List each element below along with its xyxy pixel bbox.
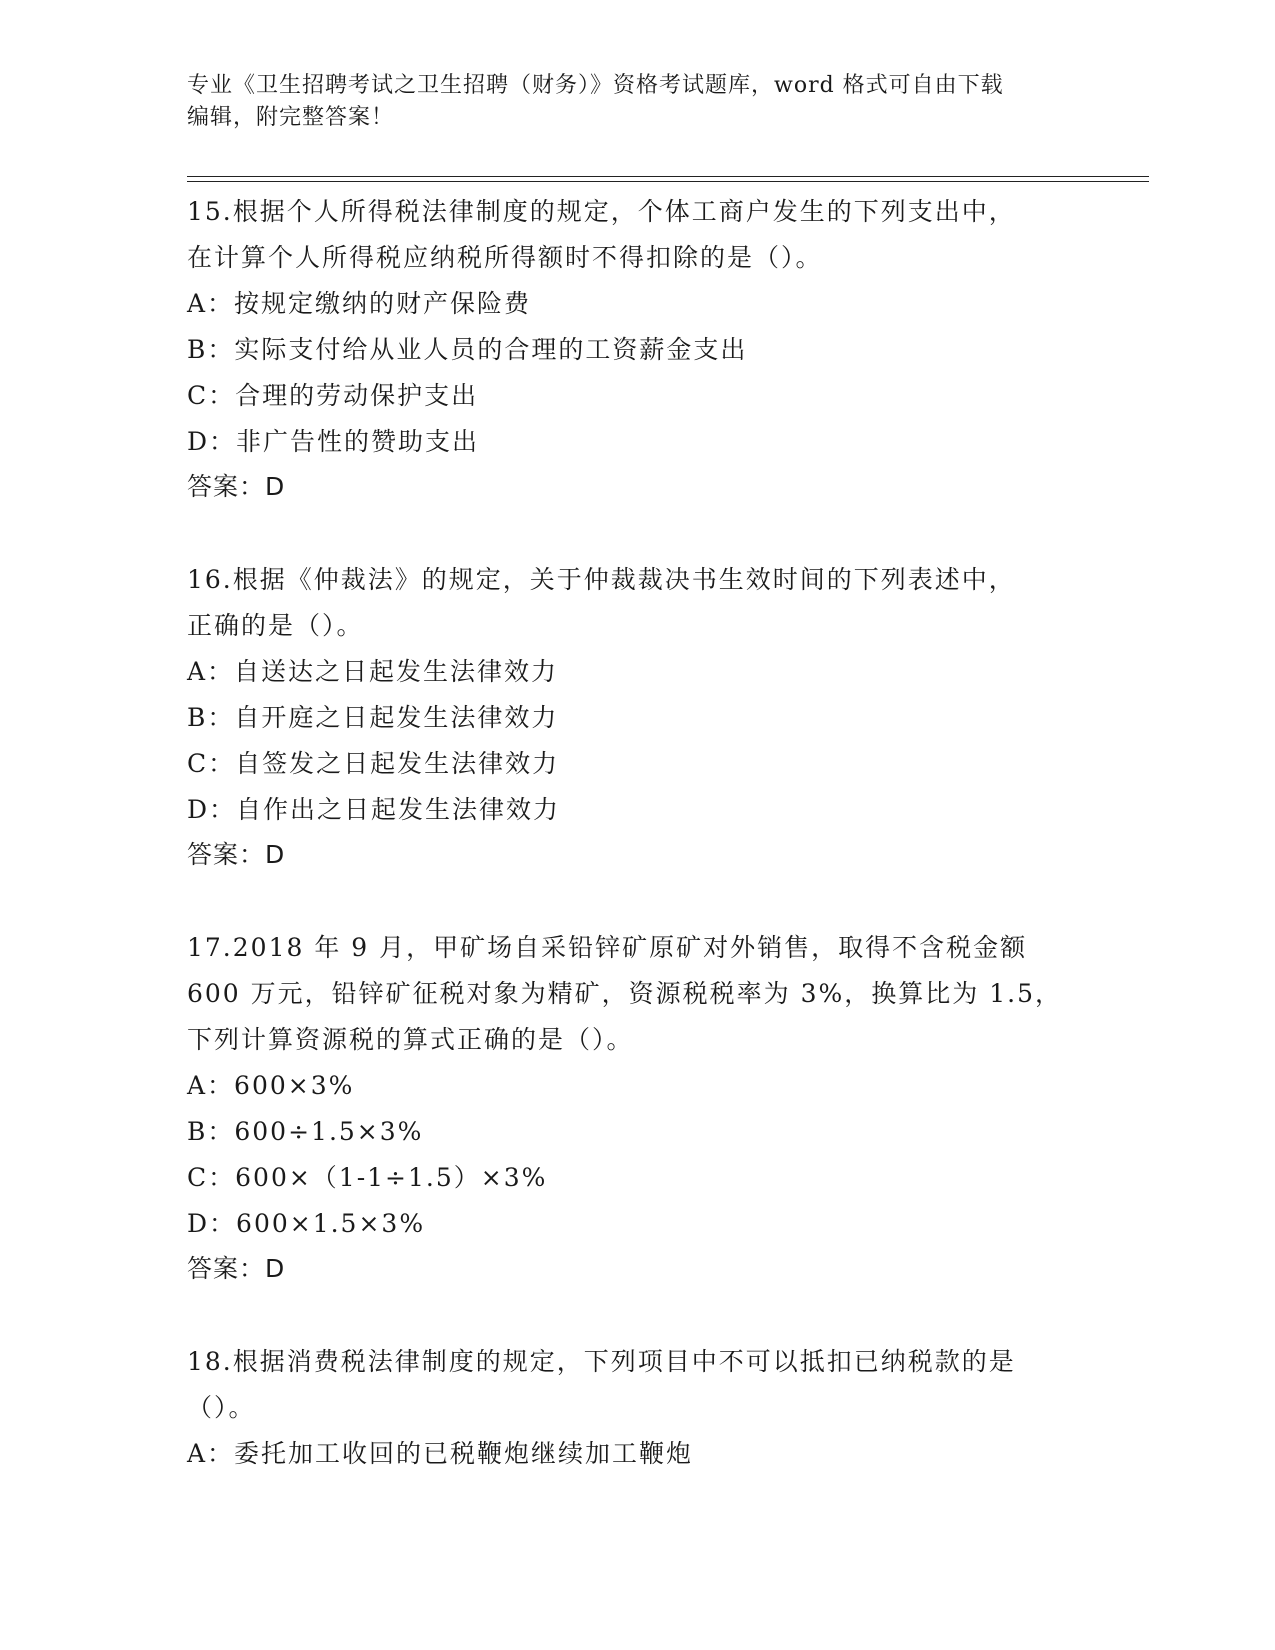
question-text-line: 正确的是（）。 xyxy=(187,611,364,640)
question-16 xyxy=(187,557,1087,877)
header-line-2: 编辑，附完整答案！ xyxy=(187,105,395,130)
question-text-line: 15.根据个人所得税法律制度的规定，个体工商户发生的下列支出中， xyxy=(187,197,1016,226)
header-line-1: 专业《卫生招聘考试之卫生招聘（财务）》资格考试题库，word 格式可自由下载 xyxy=(187,73,1004,98)
question-text-line: 17.2018 年 9 月，甲矿场自采铅锌矿原矿对外销售，取得不含税金额 xyxy=(187,933,1028,962)
option-c: C：600×（1-1÷1.5）×3% xyxy=(187,1163,548,1192)
option-a: A：按规定缴纳的财产保险费 xyxy=(187,289,532,318)
answer-line: 答案：D xyxy=(187,472,286,501)
option-b: B：自开庭之日起发生法律效力 xyxy=(187,703,559,732)
option-c: C：自签发之日起发生法律效力 xyxy=(187,749,560,778)
option-a: A：600×3% xyxy=(187,1071,355,1100)
header-divider-top xyxy=(187,176,1149,177)
question-text-line: 600 万元，铅锌矿征税对象为精矿，资源税税率为 3%，换算比为 1.5， xyxy=(187,979,1062,1008)
option-d: D：自作出之日起发生法律效力 xyxy=(187,795,561,824)
question-text-line: 在计算个人所得税应纳税所得额时不得扣除的是（）。 xyxy=(187,243,823,272)
option-b: B：实际支付给从业人员的合理的工资薪金支出 xyxy=(187,335,748,364)
question-text-line: （）。 xyxy=(187,1393,256,1422)
option-d: D：非广告性的赞助支出 xyxy=(187,427,480,456)
question-text-line: 16.根据《仲裁法》的规定，关于仲裁裁决书生效时间的下列表述中， xyxy=(187,565,1016,594)
option-a: A：自送达之日起发生法律效力 xyxy=(187,657,559,686)
header-divider-bottom xyxy=(187,181,1149,182)
question-15 xyxy=(187,189,1087,509)
question-text-line: 18.根据消费税法律制度的规定，下列项目中不可以抵扣已纳税款的是 xyxy=(187,1347,1016,1376)
question-17 xyxy=(187,925,1087,1291)
document-header xyxy=(187,70,1087,134)
question-18 xyxy=(187,1339,1087,1477)
question-list xyxy=(187,189,1087,1477)
option-d: D：600×1.5×3% xyxy=(187,1209,426,1238)
answer-line: 答案：D xyxy=(187,840,286,869)
option-c: C：合理的劳动保护支出 xyxy=(187,381,479,410)
option-a: A：委托加工收回的已税鞭炮继续加工鞭炮 xyxy=(187,1439,694,1468)
option-b: B：600÷1.5×3% xyxy=(187,1117,424,1146)
answer-line: 答案：D xyxy=(187,1254,286,1283)
question-text-line: 下列计算资源税的算式正确的是（）。 xyxy=(187,1025,634,1054)
